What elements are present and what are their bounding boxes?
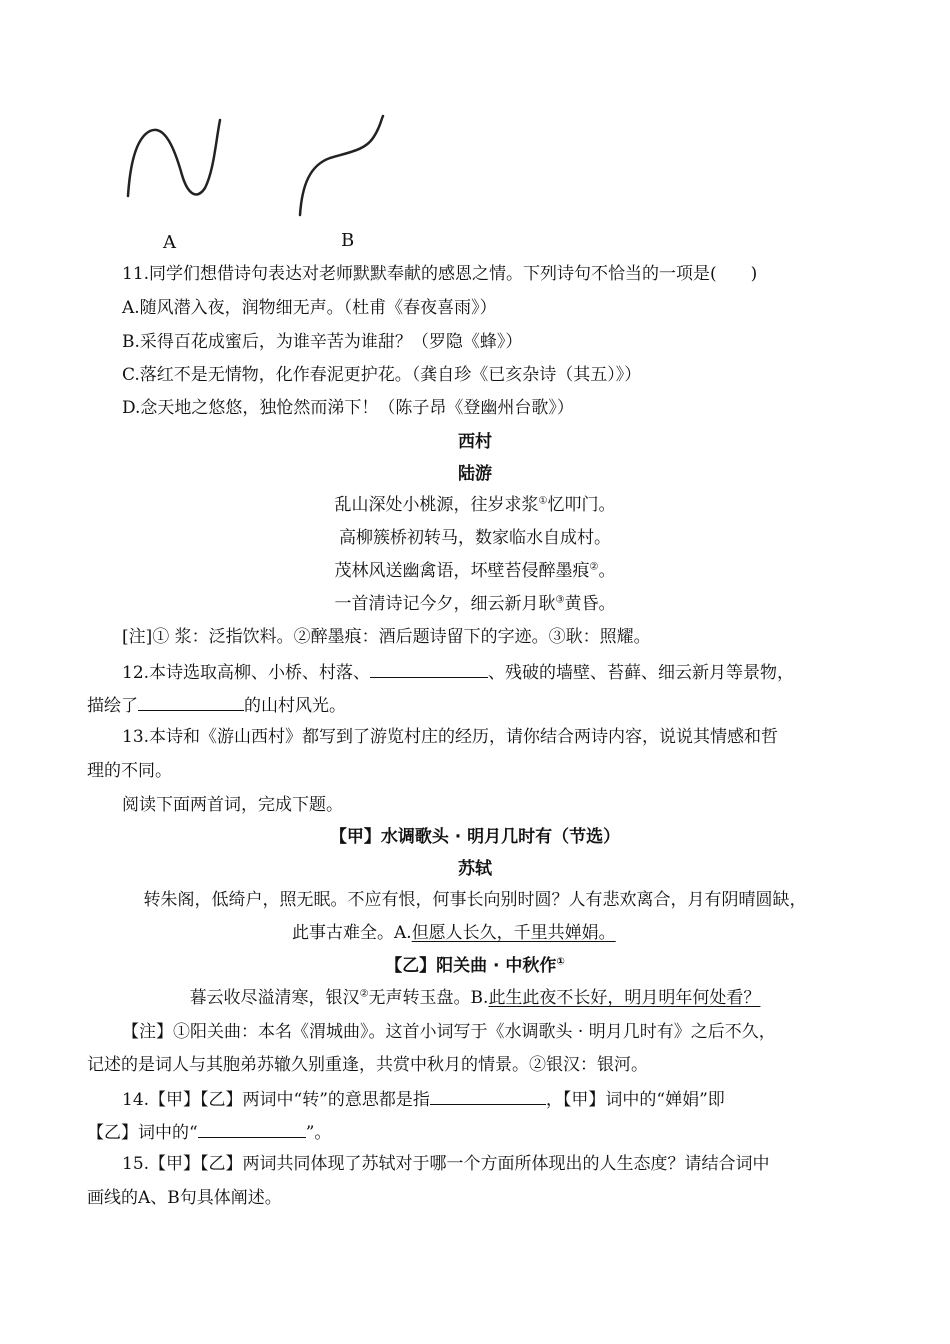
poem1-line4-text-a: 一首清诗记今夕，细云新月耿 [334, 594, 556, 614]
poem2-title: 【甲】水调歌头 · 明月几时有（节选） [329, 827, 621, 847]
curve-b [300, 116, 383, 215]
poem1-title: 西村 [458, 432, 492, 452]
q15-line1: 15.【甲】【乙】两词共同体现了苏轼对于哪一个方面所体现出的人生态度？请结合词中 [122, 1154, 770, 1174]
curve-a [128, 120, 220, 196]
poem1-note: [注]① 浆：泛指饮料。②醉墨痕：酒后题诗留下的字迹。③耿：照耀。 [122, 627, 651, 647]
poem1-line3 [0, 559, 950, 583]
poem1-line4-note-mark: ③ [555, 594, 565, 606]
q11-option-a: A.随风潜入夜，润物细无声。（杜甫《春夜喜雨》） [122, 298, 497, 318]
poem2-underlined-sentence-a: 但愿人长久，千里共婵娟。 [411, 923, 616, 943]
poem3-title-text: 【乙】阳关曲 · 中秋作 [385, 956, 557, 976]
q14-blank-1[interactable] [430, 1086, 546, 1105]
poem1-line3-text-b: 。 [598, 561, 616, 581]
poem3-note-line2: 记述的是词人与其胞弟苏辙久别重逢，共赏中秋月的情景。②银汉：银河。 [87, 1055, 648, 1075]
curve-figure [0, 0, 950, 260]
q14-text-1: 14.【甲】【乙】两词中“转”的意思都是指 [122, 1090, 430, 1110]
poem1-line3-note-mark: ② [589, 561, 599, 573]
q12-line2 [87, 692, 346, 718]
poem1-line1 [0, 493, 950, 517]
q14-text-3: 【乙】词中的“ [87, 1123, 198, 1143]
q14-blank-2[interactable] [198, 1119, 306, 1138]
q12-text-3: 描绘了 [87, 696, 138, 716]
poem1-author: 陆游 [458, 464, 492, 484]
q15-line2: 画线的A、B句具体阐述。 [87, 1188, 282, 1208]
q14-line1 [122, 1086, 725, 1112]
q12-text-4: 的山村风光。 [244, 696, 346, 716]
poem1-line2: 高柳簇桥初转马，数家临水自成村。 [339, 528, 611, 548]
q11-stem: 11.同学们想借诗句表达对老师默默奉献的感恩之情。下列诗句不恰当的一项是( ) [122, 264, 758, 284]
poem3-line1 [0, 986, 950, 1010]
poem3-title-note-mark: ① [556, 956, 565, 968]
poem1-line1-note-mark: ① [538, 495, 548, 507]
poem1-line3-text-a: 茂林风送幽禽语，坏壁苔侵醉墨痕 [334, 561, 590, 581]
q12-text-1: 12.本诗选取高柳、小桥、村落、 [122, 663, 371, 683]
poem1-line4-text-b: 黄昏。 [564, 594, 616, 614]
label-a: A [163, 232, 176, 253]
poem2-line2 [292, 921, 616, 945]
q14-text-4: ”。 [305, 1123, 332, 1143]
q11-option-b: B.采得百花成蜜后，为谁辛苦为谁甜？（罗隐《蜂》） [122, 332, 523, 352]
q12-blank-2[interactable] [138, 692, 244, 711]
q11-option-c: C.落红不是无情物，化作春泥更护花。（龚自珍《已亥杂诗（其五）》） [122, 365, 642, 385]
poem3-underlined-sentence-b: 此生此夜不长好，明月明年何处看？ [488, 988, 761, 1008]
q14-text-2: ，【甲】词中的“婵娟”即 [545, 1090, 725, 1110]
q14-line2 [87, 1119, 331, 1145]
poem3-note-line1: 【注】①阳关曲：本名《渭城曲》。这首小词写于《水调歌头 · 明月几时有》之后不久， [122, 1022, 776, 1042]
poem3-line1-text-a: 暮云收尽溢清寒，银汉 [189, 988, 360, 1008]
label-b: B [341, 230, 355, 251]
poem3-line1-note-mark: ② [359, 988, 369, 1000]
poem1-line1-text-b: 忆叩门。 [547, 495, 616, 515]
q13-line1: 13.本诗和《游山西村》都写到了游览村庄的经历，请你结合两诗内容，说说其情感和哲 [122, 727, 779, 747]
q11-option-d: D.念天地之悠悠，独怆然而涕下！（陈子昂《登幽州台歌》） [122, 398, 574, 418]
poem1-line1-text-a: 乱山深处小桃源，往岁求浆 [334, 495, 539, 515]
poem2-line1: 转朱阁，低绮户，照无眠。不应有恨，何事长向别时圆？人有悲欢离合，月有阴晴圆缺， [143, 890, 807, 910]
poem2-author: 苏轼 [458, 859, 492, 879]
q12-text-2: 、残破的墙壁、苔藓、细云新月等景物， [488, 663, 795, 683]
poem3-title [0, 954, 950, 978]
poem1-line4 [0, 592, 950, 616]
q12-blank-1[interactable] [370, 659, 488, 678]
poem3-line1-text-b: 无声转玉盘。B. [368, 988, 489, 1008]
reading-intro: 阅读下面两首词，完成下题。 [122, 795, 343, 815]
q12-line1 [122, 659, 794, 685]
q13-line2: 理的不同。 [87, 761, 172, 781]
poem2-line2-text: 此事古难全。A. [292, 923, 412, 943]
